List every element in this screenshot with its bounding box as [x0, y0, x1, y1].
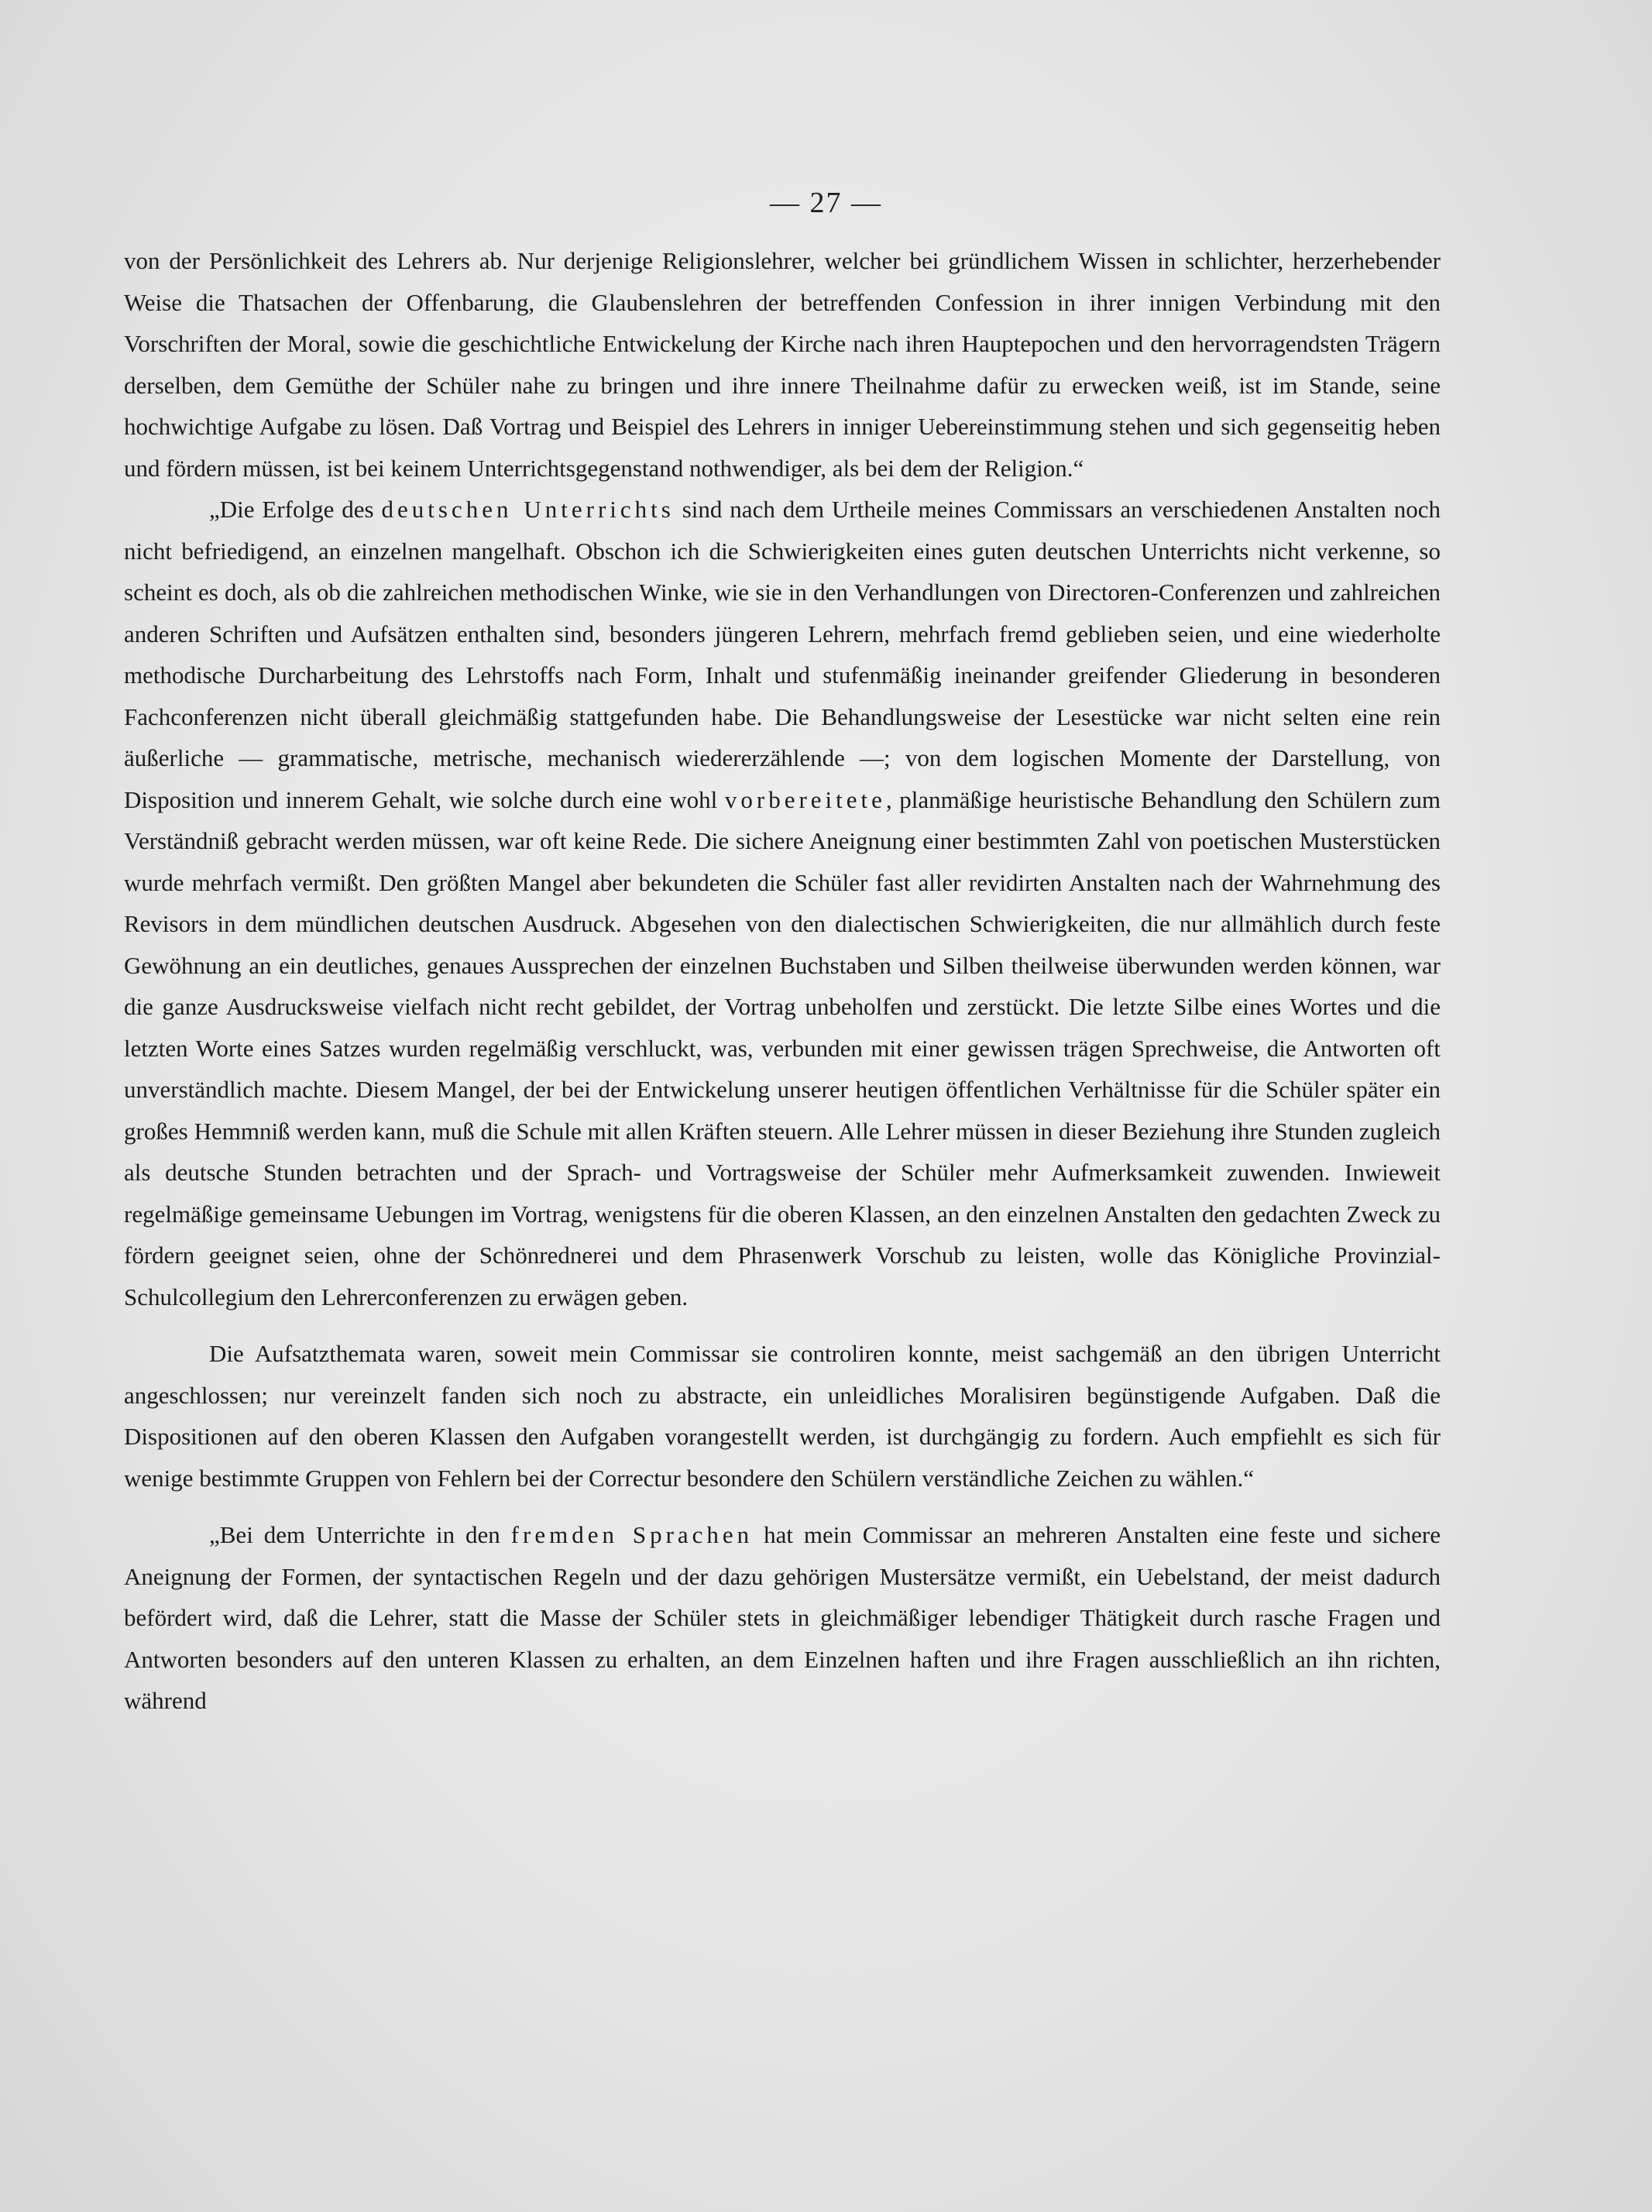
paragraph-text: sind nach dem Urtheile meines Commissars an verschiedenen Anstalten noch nicht befriedigend, an einzelnen mangelhaft. Obschon ich die Schwierigkeiten eines guten deutschen Unterrichts nicht verkenne, so scheint es doch, als ob die zahlreichen methodischen Winke, wie sie in den Verhandlungen von Directoren-Conferenzen und zahlreichen anderen Schriften und Aufsätzen enthalten sind, besonders jüngeren Lehrern, mehrfach fremd geblieben seien, und eine wiederholte methodische Durcharbeitung des Lehrstoffs nach Form, Inhalt und stufenmäßig ineinander greifender Gliederung in besonderen Fachconferenzen nicht überall gleichmäßig stattgefunden habe. Die Behandlungsweise der Lesestücke war nicht selten eine rein äußerliche — grammatische, metrische, mechanisch wiedererzählende —; von dem logischen Momente der Darstellung, von Disposition und innerem Gehalt, wie solche durch eine wohl: [124, 496, 1441, 813]
emphasized-term: vorbereitete: [724, 785, 886, 813]
emphasized-term: deutschen Unterrichts: [381, 496, 675, 523]
page-number: — 27 —: [770, 187, 882, 219]
body-text: [124, 240, 1441, 1722]
paragraph-fremdsprachen: [124, 1514, 1441, 1722]
paragraph-deutsch: [124, 489, 1441, 1317]
paragraph-aufsatz: [124, 1333, 1441, 1499]
paragraph-text: „Bei dem Unterrichte in den: [209, 1521, 511, 1548]
paragraph-text: von der Persönlichkeit des Lehrers ab. Nur derjenige Religionslehrer, welcher bei gründlichem Wissen in schlichter, herzerhebender Weise die Thatsachen der Offenbarung, die Glaubenslehren der betreffenden Confession in ihrer innigen Verbindung mit den Vorschriften der Moral, sowie die geschichtliche Entwickelung der Kirche nach ihren Hauptepochen und den hervorragendsten Trägern derselben, dem Gemüthe der Schüler nahe zu bringen und ihre innere Theilnahme dafür zu erwecken weiß, ist im Stande, seine hochwichtige Aufgabe zu lösen. Daß Vortrag und Beispiel des Lehrers in inniger Uebereinstimmung stehen und sich gegenseitig heben und fördern müssen, ist bei keinem Unterrichtsgegenstand nothwendiger, als bei dem der Religion.“: [124, 247, 1441, 482]
emphasized-term: fremden Sprachen: [510, 1521, 754, 1548]
paragraph-text: , planmäßige heuristische Behandlung den Schülern zum Verständniß gebracht werden müssen, war oft keine Rede. Die sichere Aneignung einer bestimmten Zahl von poetischen Musterstücken wurde mehrfach vermißt. Den größten Mangel aber bekundeten die Schüler fast aller revidirten Anstalten nach der Wahrnehmung des Revisors in dem mündlichen deutschen Ausdruck. Abgesehen von den dialectischen Schwierigkeiten, die nur allmählich durch feste Gewöhnung an ein deutliches, genaues Aussprechen der einzelnen Buchstaben und Silben theilweise überwunden werden können, war die ganze Ausdrucksweise vielfach nicht recht gebildet, der Vortrag unbeholfen und zerstückt. Die letzte Silbe eines Wortes und die letzten Worte eines Satzes wurden regelmäßig verschluckt, was, verbunden mit einer gewissen trägen Sprechweise, die Antworten oft unverständlich machte. Diesem Mangel, der bei der Entwickelung unserer heutigen öffentlichen Verhältnisse für die Schüler später ein großes Hemmniß werden kann, muß die Schule mit allen Kräften steuern. Alle Lehrer müssen in dieser Beziehung ihre Stunden zugleich als deutsche Stunden betrachten und der Sprach- und Vortragsweise der Schüler mehr Aufmerksamkeit zuwenden. Inwieweit regelmäßige gemeinsame Uebungen im Vortrag, wenigstens für die oberen Klassen, an den einzelnen Anstalten den gedachten Zweck zu fördern geeignet seien, ohne der Schönrednerei und dem Phrasenwerk Vorschub zu leisten, wolle das Königliche Provinzial-Schulcollegium den Lehrerconferenzen zu erwägen geben.: [124, 785, 1441, 1310]
paragraph-religion: [124, 240, 1441, 489]
paragraph-text: „Die Erfolge des: [209, 496, 382, 523]
paragraph-text: hat mein Commissar an mehreren Anstalten eine feste und sichere Aneignung der Formen, der syntactischen Regeln und der dazu gehörigen Mustersätze vermißt, ein Uebelstand, der meist dadurch befördert wird, daß die Lehrer, statt die Masse der Schüler stets in gleichmäßiger lebendiger Thätigkeit durch rasche Fragen und Antworten besonders auf den unteren Klassen zu erhalten, an dem Einzelnen haften und ihre Fragen ausschließlich an ihn richten, während: [124, 1521, 1441, 1714]
paragraph-text: Die Aufsatzthemata waren, soweit mein Commissar sie controliren konnte, meist sachgemäß an den übrigen Unterricht angeschlossen; nur vereinzelt fanden sich noch zu abstracte, ein unleidliches Moralisiren begünstigende Aufgaben. Daß die Dispositionen auf den oberen Klassen den Aufgaben vorangestellt werden, ist durchgängig zu fordern. Auch empfiehlt es sich für wenige bestimmte Gruppen von Fehlern bei der Correctur besondere den Schülern verständliche Zeichen zu wählen.“: [124, 1340, 1441, 1492]
